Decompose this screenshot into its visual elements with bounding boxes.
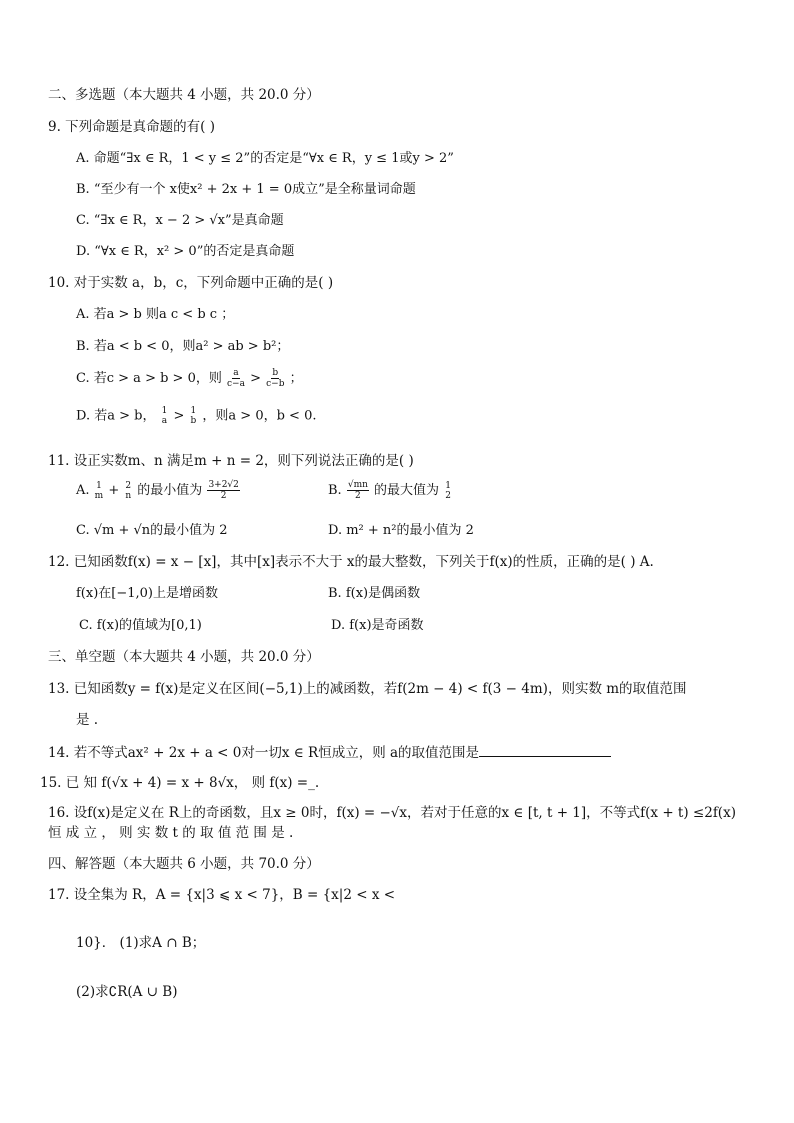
question-11-option-c: C. √m + √n的最小值为 2 <box>76 523 228 538</box>
question-12-option-c: C. f(x)的值域为[0,1) <box>79 618 202 633</box>
q10d-f2-denominator: b <box>190 416 197 426</box>
q11a-fraction-1 <box>95 481 104 501</box>
q10c-gt: > <box>250 371 261 386</box>
q11a-prefix: A. <box>76 483 90 498</box>
q11a-f1-denominator: m <box>94 490 104 501</box>
section-heading-solutions: 四、解答题（本大题共 6 小题，共 70.0 分） <box>48 856 320 872</box>
question-9-option-c: C. “∃x ∈ R，x − 2 > √x”是真命题 <box>76 213 284 228</box>
question-14 <box>48 742 611 762</box>
question-17-line-1: 17. 设全集为 R，A = {x|3 ⩽ x < 7}，B = {x|2 < x < <box>48 887 396 903</box>
question-12-option-a: f(x)在[−1,0)上是增函数 <box>76 586 218 601</box>
q11b-f2-numerator: 1 <box>445 480 451 491</box>
q11b-f1-denominator: 2 <box>355 491 361 501</box>
q10c-f2-denominator: c−b <box>266 379 285 389</box>
question-10-option-a: A. 若a > b 则a c < b c ； <box>76 307 235 322</box>
q11a-fraction-2 <box>124 481 132 501</box>
q11b-fraction-1 <box>347 480 369 501</box>
q11a-fraction-3 <box>207 480 239 501</box>
q11a-f2-denominator: n <box>125 490 132 501</box>
q10d-fraction-2 <box>190 406 198 426</box>
question-9-stem: 9. 下列命题是真命题的有( ) <box>48 119 215 135</box>
question-17-line-2: 10}． (1)求A ∩ B； <box>76 935 206 951</box>
question-10-option-d <box>76 406 316 426</box>
question-10-option-c <box>76 368 303 389</box>
question-16-line-1: 16. 设f(x)是定义在 R上的奇函数，且x ≥ 0时，f(x) = −√x，若对于任意的x ∈ [t, t + 1]，不等式f(x + t) ≤2f(x) <box>48 805 736 821</box>
question-9-option-a: A. 命题“∃x ∈ R，1 < y ≤ 2”的否定是“∀x ∈ R，y ≤ 1或y > 2” <box>76 151 454 166</box>
section-heading-fill-in: 三、单空题（本大题共 4 小题，共 20.0 分） <box>48 649 320 665</box>
question-10-stem: 10. 对于实数 a，b，c，下列命题中正确的是( ) <box>48 275 334 291</box>
q10d-gt: > <box>173 408 185 424</box>
q11b-fraction-2 <box>444 481 452 501</box>
q10d-fraction-1 <box>161 406 169 426</box>
q10c-f2-numerator: b <box>272 368 279 378</box>
answer-blank <box>479 742 611 757</box>
q11a-f1-numerator: 1 <box>96 480 102 491</box>
q11b-f2-denominator: 2 <box>445 490 451 501</box>
q11b-prefix: B. <box>328 483 342 498</box>
question-9-option-d: D. “∀x ∈ R，x² > 0”的否定是真命题 <box>76 244 295 259</box>
q11a-middle: 的最小值为 <box>137 483 203 498</box>
q10d-prefix: D. 若a > b， <box>76 408 156 424</box>
q10d-f1-numerator: 1 <box>161 406 168 416</box>
q11a-f3-numerator: 3+2√2 <box>208 480 239 490</box>
q11b-middle: 的最大值为 <box>374 483 440 498</box>
question-15: 15. 已 知 f(√x + 4) = x + 8√x， 则 f(x) =_. <box>40 775 320 791</box>
q10c-end: ； <box>289 371 303 386</box>
question-11-option-a <box>76 480 241 501</box>
q10c-fraction-2 <box>266 368 284 389</box>
q10c-fraction-1 <box>227 368 245 389</box>
question-11-option-b <box>328 480 453 501</box>
question-16-line-2: 恒 成 立 ， 则 实 数 t 的 取 值 范 围 是 . <box>48 825 294 841</box>
question-12-option-b: B. f(x)是偶函数 <box>328 586 421 601</box>
q11a-f2-numerator: 2 <box>125 480 132 491</box>
question-10-option-b: B. 若a < b < 0，则a² > ab > b²； <box>76 339 290 354</box>
section-heading-multiple-choice: 二、多选题（本大题共 4 小题，共 20.0 分） <box>48 87 320 103</box>
question-11-stem: 11. 设正实数m、n 满足m + n = 2，则下列说法正确的是( ) <box>48 453 414 469</box>
q11b-f1-numerator: √mn <box>347 480 368 490</box>
q10d-f1-denominator: a <box>161 416 168 426</box>
question-17-line-3: (2)求∁R(A ∪ B) <box>76 984 178 1000</box>
q10c-prefix: C. 若c > a > b > 0，则 <box>76 371 222 386</box>
q11a-f3-denominator: 2 <box>220 491 227 501</box>
question-11-option-d: D. m² + n²的最小值为 2 <box>328 523 474 538</box>
q11a-plus: + <box>108 483 120 498</box>
q10c-f1-numerator: a <box>233 368 239 378</box>
q10c-f1-denominator: c−a <box>227 379 245 389</box>
question-13-line-1: 13. 已知函数y = f(x)是定义在区间(−5,1)上的减函数，若f(2m − 4) < f(3 − 4m)，则实数 m的取值范围 <box>48 681 687 697</box>
question-9-option-b: B. “至少有一个 x使x² + 2x + 1 = 0成立”是全称量词命题 <box>76 182 416 197</box>
question-12-option-d: D. f(x)是奇函数 <box>331 618 424 633</box>
question-12-stem: 12. 已知函数f(x) = x − [x]，其中[x]表示不大于 x的最大整数，下列关于f(x)的性质，正确的是( ) A. <box>48 554 654 570</box>
question-13-line-2: 是 . <box>76 712 99 728</box>
q10d-end: ，则a > 0，b < 0. <box>202 408 317 424</box>
q10d-f2-numerator: 1 <box>190 406 197 416</box>
question-14-text: 14. 若不等式ax² + 2x + a < 0对一切x ∈ R恒成立，则 a的取值范围是 <box>48 745 480 761</box>
